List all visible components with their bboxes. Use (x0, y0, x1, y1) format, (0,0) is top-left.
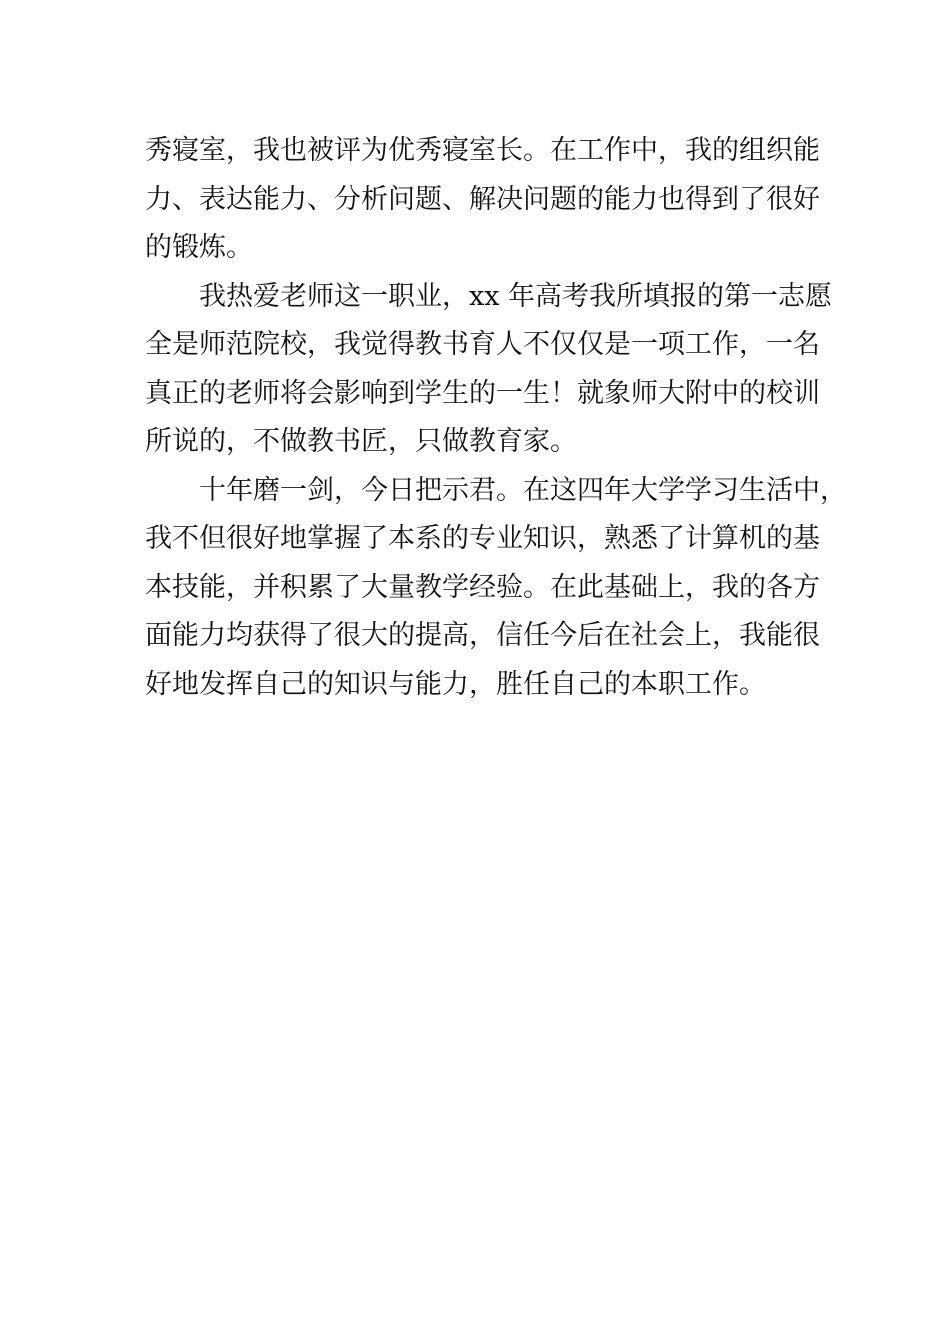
paragraph-line: 本技能，并积累了大量教学经验。在此基础上，我的各方 (145, 571, 820, 603)
paragraph-line: 力、表达能力、分析问题、解决问题的能力也得到了很好 (145, 183, 820, 215)
paragraph-line: 好地发挥自己的知识与能力，胜任自己的本职工作。 (145, 668, 766, 700)
paragraph-line: 真正的老师将会影响到学生的一生！就象师大附中的校训 (145, 377, 820, 409)
paragraph-line: 秀寝室，我也被评为优秀寝室长。在工作中，我的组织能 (145, 135, 820, 166)
paragraph-1 (145, 127, 820, 273)
paragraph-line: 所说的，不做教书匠，只做教育家。 (145, 426, 577, 457)
paragraph-2 (145, 273, 833, 467)
paragraph-line: 十年磨一剑，今日把示君。在这四年大学学习生活中， (199, 474, 847, 506)
paragraph-line: 面能力均获得了很大的提高，信任今后在社会上，我能很 (145, 620, 820, 651)
document-body (145, 127, 847, 709)
paragraph-line: 我不但很好地掌握了本系的专业知识，熟悉了计算机的基 (145, 523, 820, 554)
paragraph-line: 的锻炼。 (145, 232, 253, 263)
paragraph-line: 全是师范院校，我觉得教书育人不仅仅是一项工作，一名 (145, 329, 820, 360)
paragraph-line: 我热爱老师这一职业，xx 年高考我所填报的第一志愿 (199, 280, 833, 312)
paragraph-3 (145, 467, 847, 710)
